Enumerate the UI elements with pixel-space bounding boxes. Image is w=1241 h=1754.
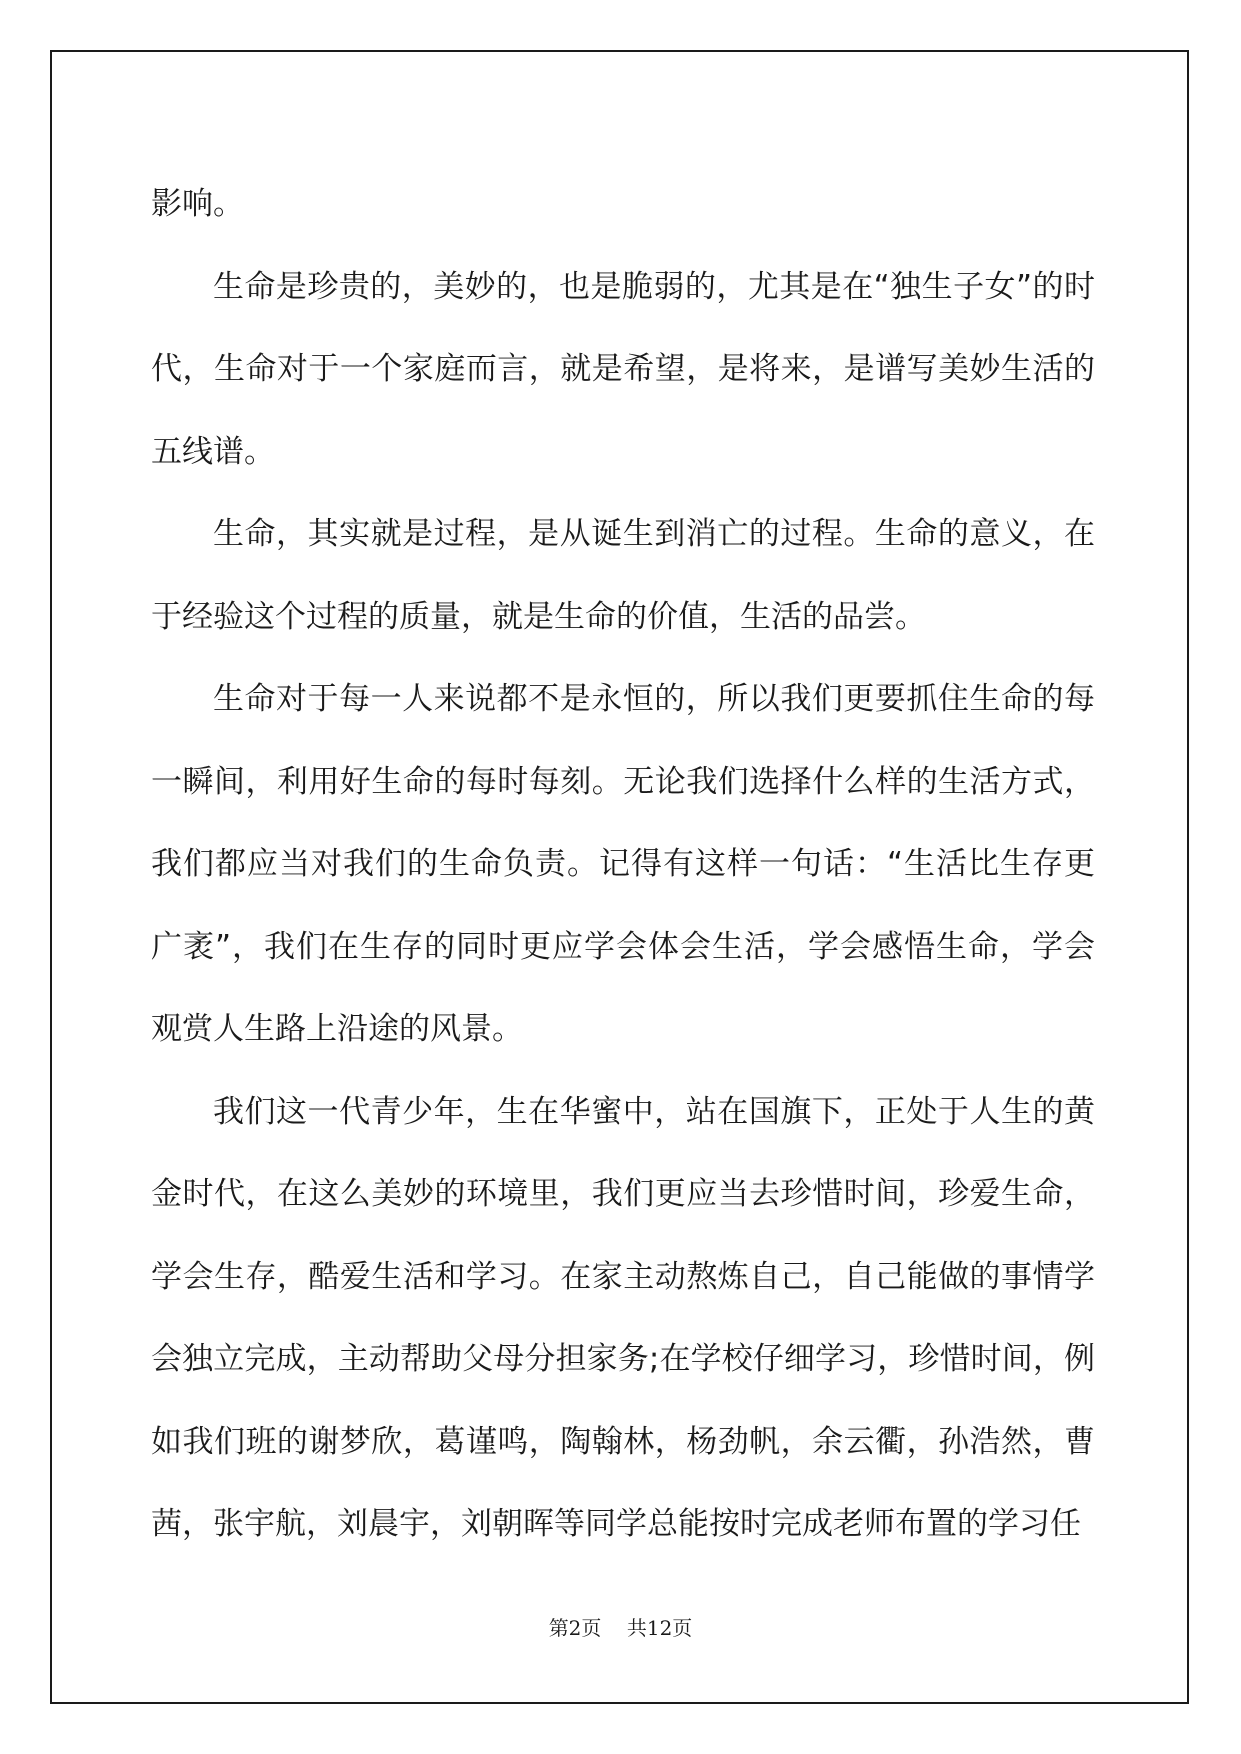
paragraph-4: 生命对于每一人来说都不是永恒的，所以我们更要抓住生命的每一瞬间，利用好生命的每时每刻。无论我们选择什么样的生活方式，我们都应当对我们的生命负责。记得有这样一句话：“生活比生存更广袤”，我们在生存的同时更应学会体会生活，学会感悟生命，学会观赏人生路上沿途的风景。 (151, 681, 1095, 1047)
paragraph-2: 生命是珍贵的，美妙的，也是脆弱的，尤其是在“独生子女”的时代，生命对于一个家庭而言，就是希望，是将来，是谱写美妙生活的五线谱。 (151, 268, 1095, 470)
paragraph-3: 生命，其实就是过程，是从诞生到消亡的过程。生命的意义，在于经验这个过程的质量，就是生命的价值，生活的品尝。 (151, 516, 1095, 635)
paragraph-1: 影响。 (151, 186, 244, 222)
document-body (151, 163, 1095, 1566)
page-number-footer: 第2页 共12页 (548, 1616, 693, 1640)
paragraph-5: 我们这一代青少年，生在华蜜中，站在国旗下，正处于人生的黄金时代，在这么美妙的环境里，我们更应当去珍惜时间，珍爱生命，学会生存，酷爱生活和学习。在家主动熬炼自己，自己能做的事情学会独立完成，主动帮助父母分担家务;在学校仔细学习，珍惜时间，例如我们班的谢梦欣，葛谨鸣，陶翰林，杨劲帆，余云衢，孙浩然，曹茜，张宇航，刘晨宇，刘朝晖等同学总能按时完成老师布置的学习任 (151, 1093, 1095, 1542)
